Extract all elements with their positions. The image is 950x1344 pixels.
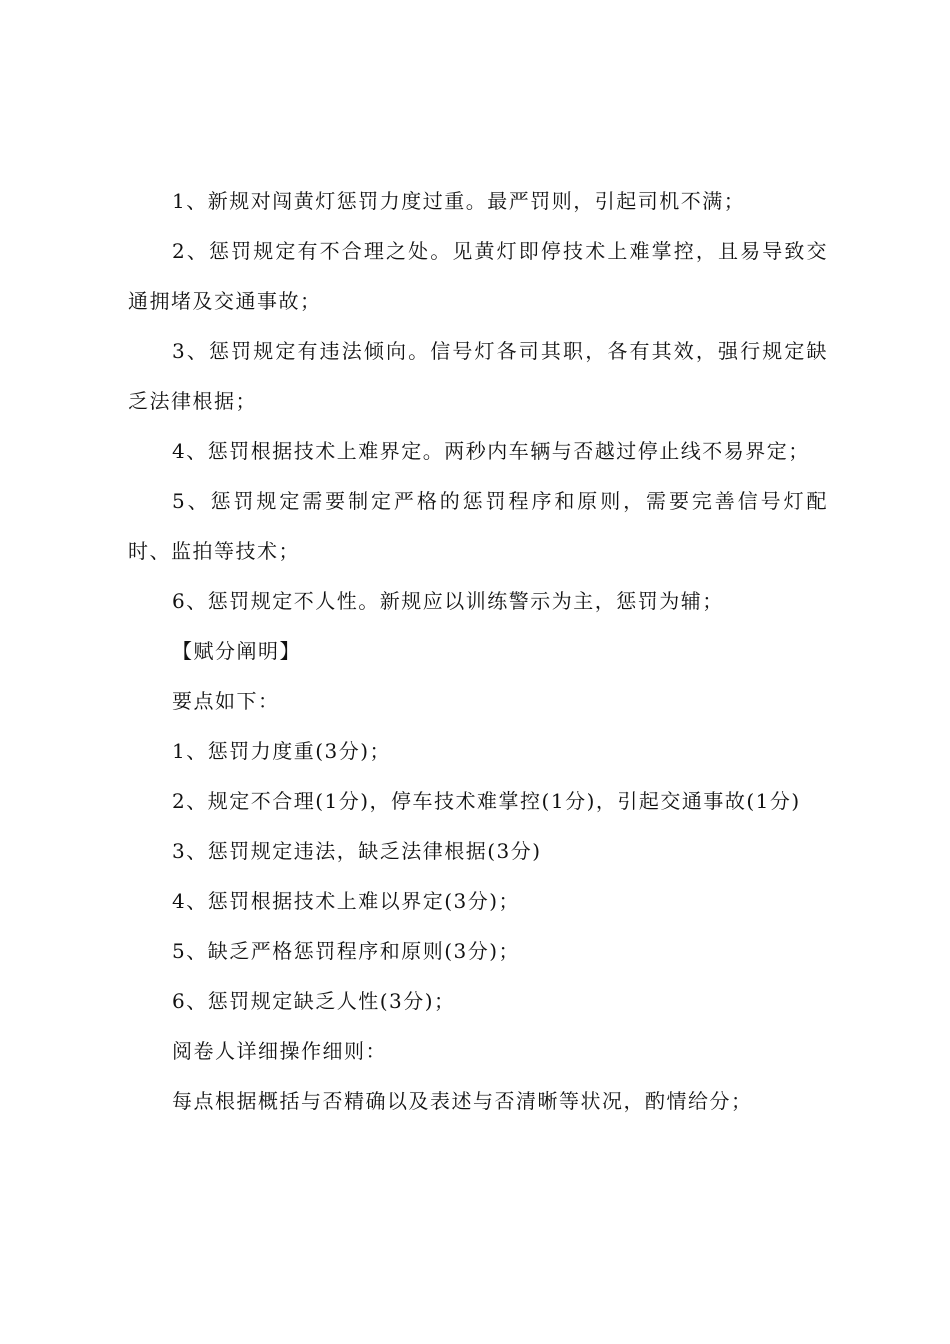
scoring-item-1: 1、惩罚力度重(3分)； [172, 739, 392, 763]
paragraph-point-2: 2、惩罚规定有不合理之处。见黄灯即停技术上难掌控，且易导致交通拥堵及交通事故； [128, 239, 828, 313]
grader-rules-heading: 阅卷人详细操作细则： [172, 1039, 387, 1063]
paragraph-point-6: 6、惩罚规定不人性。新规应以训练警示为主，惩罚为辅； [172, 589, 724, 613]
paragraph-point-5: 5、惩罚规定需要制定严格的惩罚程序和原则，需要完善信号灯配时、监拍等技术； [128, 489, 828, 563]
scoring-item-2: 2、规定不合理(1分)，停车技术难掌控(1分)，引起交通事故(1分) [172, 789, 801, 813]
scoring-item-6: 6、惩罚规定缺乏人性(3分)； [172, 989, 456, 1013]
grader-rules-text: 每点根据概括与否精确以及表述与否清晰等状况，酌情给分； [172, 1089, 753, 1113]
scoring-intro: 要点如下： [172, 689, 280, 713]
scoring-item-4: 4、惩罚根据技术上难以界定(3分)； [172, 889, 521, 913]
section-heading-scoring: 【赋分阐明】 [172, 639, 301, 663]
paragraph-point-1: 1、新规对闯黄灯惩罚力度过重。最严罚则，引起司机不满； [172, 189, 746, 213]
document-body [128, 176, 828, 1126]
scoring-item-3: 3、惩罚规定违法，缺乏法律根据(3分) [172, 839, 542, 863]
paragraph-point-4: 4、惩罚根据技术上难界定。两秒内车辆与否越过停止线不易界定； [172, 439, 810, 463]
scoring-item-5: 5、缺乏严格惩罚程序和原则(3分)； [172, 939, 521, 963]
paragraph-point-3: 3、惩罚规定有违法倾向。信号灯各司其职，各有其效，强行规定缺乏法律根据； [128, 339, 828, 413]
